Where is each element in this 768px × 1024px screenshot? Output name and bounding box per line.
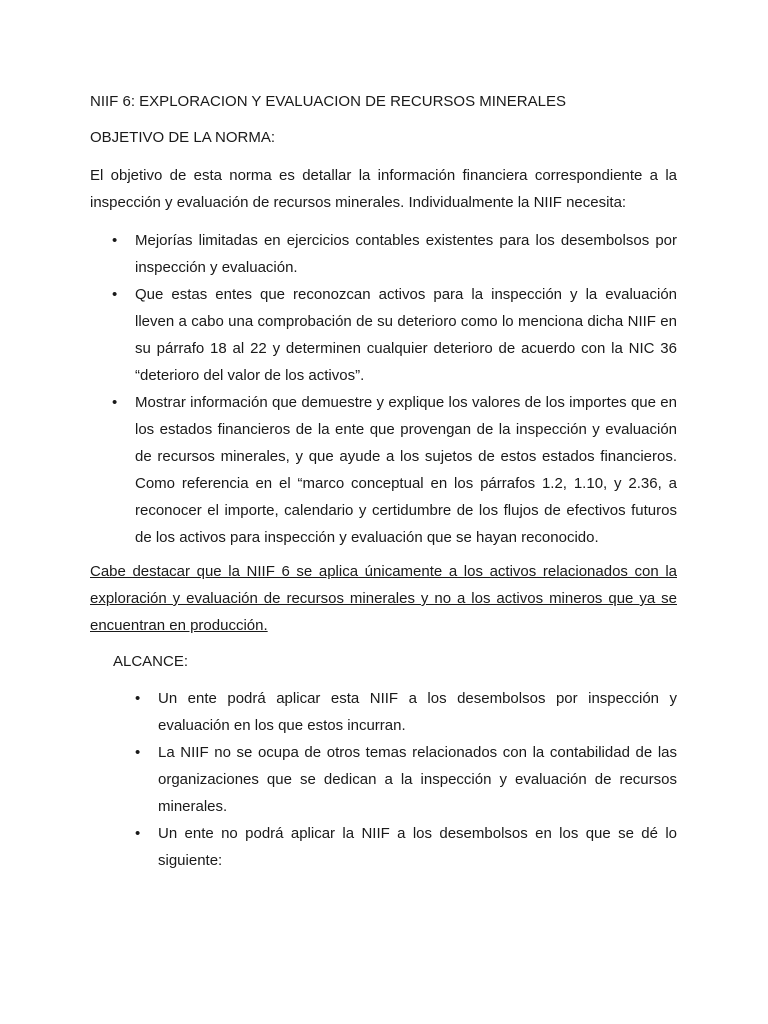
list-item-text: Mostrar información que demuestre y explique los valores de los importes que en los estados financieros de la ente que provengan de la inspección y evaluación de recursos minerales, y que ayude a los sujetos de estos estados financieros. Como referencia en el “marco conceptual en los párrafos 1.2, 1.10, y 2.36, a reconocer el importe, calendario y certidumbre de los flujos de efectivos futuros de los activos para inspección y evaluación que se hayan reconocido. [135, 394, 677, 546]
list-item-text: Un ente no podrá aplicar la NIIF a los desembolsos en los que se dé lo siguiente: [158, 825, 677, 869]
bullet-icon: • [112, 394, 118, 411]
list-item [114, 685, 677, 739]
list-item-text: Un ente podrá aplicar esta NIIF a los desembolsos por inspección y evaluación en los que estos incurran. [158, 690, 677, 734]
list-item [90, 227, 677, 281]
underlined-note: Cabe destacar que la NIIF 6 se aplica únicamente a los activos relacionados con la exploración y evaluación de recursos minerales y no a los activos mineros que ya se encuentran en producción. [90, 563, 677, 634]
intro-paragraph: El objetivo de esta norma es detallar la información financiera correspondiente a la inspección y evaluación de recursos minerales. Individualmente la NIIF necesita: [90, 167, 677, 211]
list-item-text: La NIIF no se ocupa de otros temas relacionados con la contabilidad de las organizaciones que se dedican a la inspección y evaluación de recursos minerales. [158, 744, 677, 815]
list-item [114, 739, 677, 820]
list-item-text: Mejorías limitadas en ejercicios contables existentes para los desembolsos por inspección y evaluación. [135, 232, 677, 276]
bullet-icon: • [112, 232, 118, 249]
bullet-icon: • [135, 744, 141, 761]
list-item-text: Que estas entes que reconozcan activos para la inspección y la evaluación lleven a cabo una comprobación de su deterioro como lo menciona dicha NIIF en su párrafo 18 al 22 y determinen cualquier deterioro de acuerdo con la NIC 36 “deterioro del valor de los activos”. [135, 286, 677, 384]
bullet-icon: • [135, 690, 141, 707]
objective-heading: OBJETIVO DE LA NORMA: [90, 129, 276, 146]
list-item [90, 389, 677, 551]
bullet-icon: • [112, 286, 118, 303]
scope-list [114, 685, 677, 874]
scope-heading: ALCANCE: [113, 653, 189, 670]
objective-list [90, 227, 677, 551]
list-item [90, 281, 677, 389]
document-title: NIIF 6: EXPLORACION Y EVALUACION DE RECURSOS MINERALES [90, 93, 566, 110]
bullet-icon: • [135, 825, 141, 842]
list-item [114, 820, 677, 874]
